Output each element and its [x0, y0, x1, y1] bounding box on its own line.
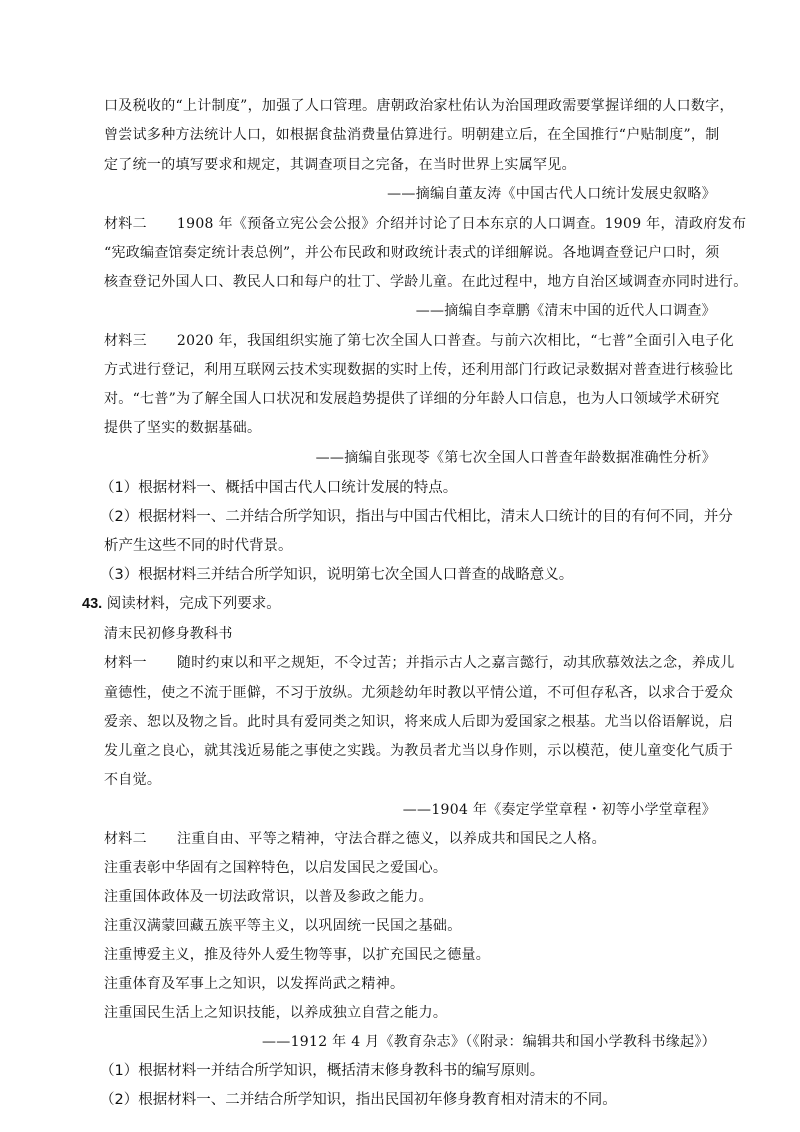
p42-m1-source: ——摘编自董友涛《中国古代人口统计发展史叙略》 — [387, 186, 716, 202]
p43-m2-label: 材料二 — [104, 831, 147, 847]
p43-m2-line-5: 注重博爱主义，推及待外人爱生物等事，以扩充国民之德量。 — [104, 947, 491, 963]
p42-question-1: （1）根据材料一、概括中国古代人口统计发展的特点。 — [100, 480, 458, 496]
p42-m2-label: 材料二 — [104, 216, 147, 232]
question-43-stem — [0, 594, 800, 614]
p43-m1-line-3: 爱亲、恕以及物之旨。此时具有爱同类之知识，将来成人后即为爱国家之根基。尤当以俗语解说，启 — [104, 714, 734, 730]
p42-m2-line-3: 核查登记外国人口、教民人口和每户的壮丁、学龄儿童。在此过程中，地方自治区域调查亦同时进行。 — [104, 274, 748, 290]
p43-m2-line-7: 注重国民生活上之知识技能，以养成独立自营之能力。 — [104, 1005, 448, 1021]
question-43-number: 43. — [82, 596, 103, 612]
p42-m3-line-2: 方式进行登记，利用互联网云技术实现数据的实时上传，还利用部门行政记录数据对普查进行核验比 — [104, 362, 734, 378]
p43-m1-text: 随时约束以和平之规矩，不令过苦；并指示古人之嘉言懿行，动其欣慕效法之念，养成儿 — [176, 655, 735, 671]
p42-question-2: （2）根据材料一、二并结合所学知识，指出与中国古代相比，清末人口统计的目的有何不同，并分 — [100, 509, 733, 525]
p42-m3-text: 2020 年，我国组织实施了第七次全国人口普查。与前六次相比，“七普”全面引入电子化 — [176, 333, 734, 349]
p42-m3-line-4: 提供了坚实的数据基础。 — [104, 420, 262, 436]
p43-m1-line-4: 发儿童之良心，就其浅近易能之事使之实践。为教员者尤当以身作则，示以模范，使儿童变化气质于 — [104, 743, 734, 759]
p42-m3-source: ——摘编自张现苓《第七次全国人口普查年龄数据准确性分析》 — [315, 450, 716, 466]
p43-m1-line-5: 不自觉。 — [104, 772, 162, 788]
p43-question-1: （1）根据材料一并结合所学知识，概括清末修身教科书的编写原则。 — [100, 1063, 545, 1079]
p43-m2-line-4: 注重汉满蒙回藏五族平等主义，以巩固统一民国之基础。 — [104, 918, 462, 934]
p43-m1-line-2: 童德性，使之不流于匪僻，不习于放纵。尤须趁幼年时教以平情公道，不可但存私吝，以求合于爱众 — [104, 685, 734, 701]
p42-m2-line-2: “宪政编查馆奏定统计表总例”，并公布民政和财政统计表式的详细解说。各地调查登记户口时，须 — [104, 245, 720, 261]
p43-m2-line-6: 注重体育及军事上之知识，以发挥尚武之精神。 — [104, 976, 405, 992]
p43-question-2: （2）根据材料一、二并结合所学知识，指出民国初年修身教育相对清末的不同。 — [100, 1092, 617, 1108]
p42-question-3: （3）根据材料三并结合所学知识，说明第七次全国人口普查的战略意义。 — [100, 567, 574, 583]
p43-m1-source: ——1904 年《奏定学堂章程・初等小学堂章程》 — [402, 802, 716, 818]
p43-heading: 清末民初修身教科书 — [104, 626, 233, 642]
p43-m2-line-2: 注重表彰中华固有之国粹特色，以启发国民之爱国心。 — [104, 860, 448, 876]
p43-m1-label: 材料一 — [104, 655, 147, 671]
p42-m2-line-1 — [0, 214, 800, 234]
p42-m2-text: 1908 年《预备立宪公会公报》介绍并讨论了日本东京的人口调查。1909 年，清政府发布 — [176, 216, 747, 232]
p42-m1-line-2: 曾尝试多种方法统计人口，如根据食盐消费量估算进行。明朝建立后，在全国推行“户贴制度”，制 — [104, 127, 720, 143]
question-43-text: 阅读材料，完成下列要求。 — [106, 596, 281, 612]
p43-m1-line-1 — [0, 653, 800, 673]
p42-m3-line-1 — [0, 331, 800, 351]
p42-m3-line-3: 对。“七普”为了解全国人口状况和发展趋势提供了详细的分年龄人口信息，也为人口领域学术研究 — [104, 391, 720, 407]
p43-m2-line-1 — [0, 829, 800, 849]
p42-m3-label: 材料三 — [104, 333, 147, 349]
p43-m2-line-3: 注重国体政体及一切法政常识，以普及参政之能力。 — [104, 889, 433, 905]
p42-m2-source: ——摘编自李章鹏《清末中国的近代人口调查》 — [415, 303, 716, 319]
p42-question-2-cont: 析产生这些不同的时代背景。 — [104, 538, 293, 554]
p43-m2-source: ——1912 年 4 月《教育杂志》（《附录：编辑共和国小学教科书缘起》） — [262, 1034, 716, 1050]
p42-m1-line-3: 定了统一的填写要求和规定，其调查项目之完备，在当时世界上实属罕见。 — [104, 157, 576, 173]
p42-m1-line-1: 口及税收的“上计制度”，加强了人口管理。唐朝政治家杜佑认为治国理政需要掌握详细的人口数字， — [104, 98, 734, 114]
p43-m2-text: 注重自由、平等之精神，守法合群之德义，以养成共和国民之人格。 — [176, 831, 606, 847]
